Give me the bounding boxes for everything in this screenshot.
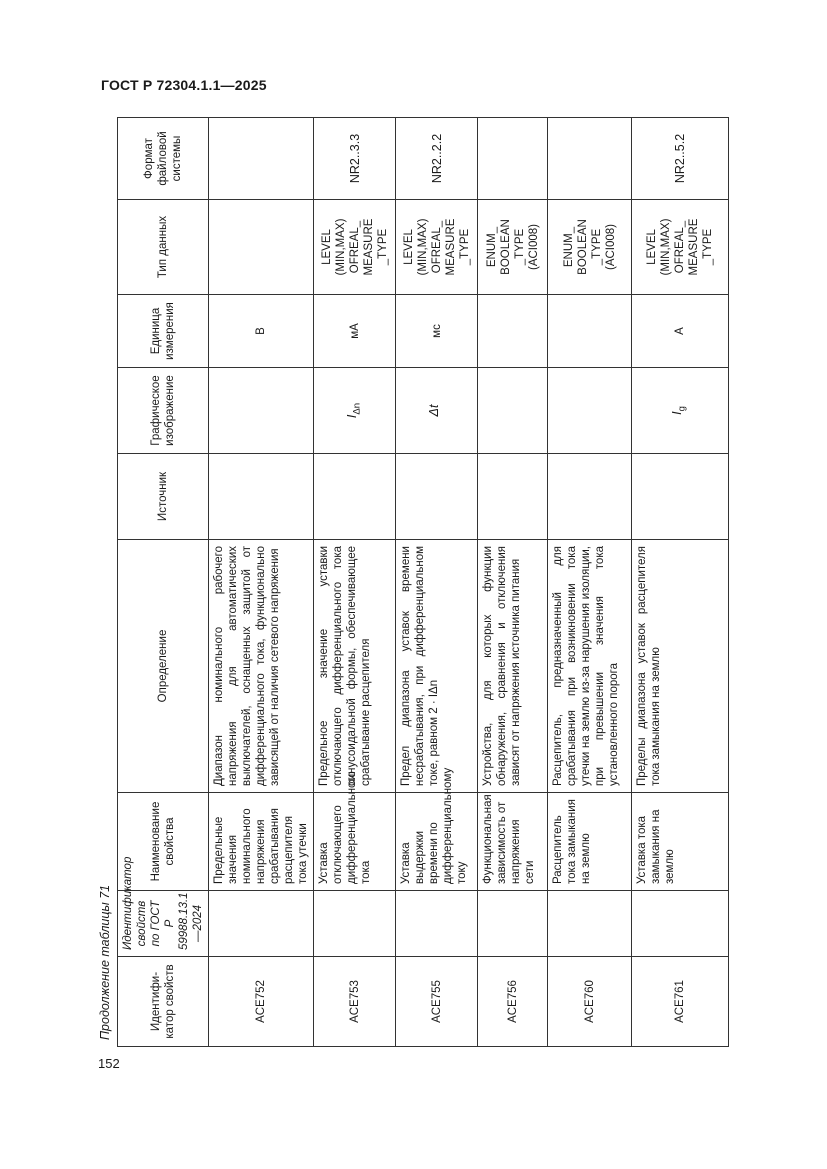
cell-datatype: ENUM_ BOOLEAN _TYPE (ACI008) (548, 200, 632, 295)
graphic-subscript: g (676, 406, 688, 412)
table-header-row (118, 118, 209, 1047)
cell-id: ACE760 (548, 957, 632, 1047)
cell-name: Уставка тока замыкания на землю (632, 793, 729, 891)
cell-datatype: LEVEL (MIN,MAX) OFREAL_ MEASURE _TYPE (632, 200, 729, 295)
cell-name: Расцепитель тока замыкания на землю (548, 793, 632, 891)
graphic-symbol: Δt (426, 404, 441, 417)
header-graphic: Графическое изображение (118, 368, 209, 454)
cell-format: NR2..2.2 (396, 118, 478, 200)
table-row (209, 118, 314, 1047)
cell-id: ACE753 (314, 957, 396, 1047)
properties-table (117, 117, 729, 1047)
cell-source (548, 454, 632, 540)
cell-id: ACE755 (396, 957, 478, 1047)
cell-unit: А (632, 295, 729, 368)
cell-graphic (548, 368, 632, 454)
cell-graphic (209, 368, 314, 454)
header-source: Источник (118, 454, 209, 540)
cell-source (209, 454, 314, 540)
cell-source (314, 454, 396, 540)
cell-source (478, 454, 548, 540)
cell-id: ACE756 (478, 957, 548, 1047)
cell-format (548, 118, 632, 200)
cell-unit: мА (314, 295, 396, 368)
cell-name: Функциональная зависимость от напряжения сети (478, 793, 548, 891)
cell-datatype (209, 200, 314, 295)
cell-definition: Диапазон номинального рабочего напряжения для автоматических выключателей, оснащенных защитой от дифференциального тока, функционально зависящей от наличия сетевого напряжения (209, 540, 314, 793)
cell-graphic (478, 368, 548, 454)
rotated-table-frame (117, 118, 714, 1047)
cell-definition: Предел диапазона уставок времени несрабатывания, при дифференциальном токе, равном 2 · IΔn (396, 540, 478, 793)
graphic-symbol: I (670, 411, 685, 415)
graphic-symbol: I (344, 414, 359, 419)
cell-definition: Устройства, для которых функции обнаружения, сравнения и отключения зависят от напряжения источника питания (478, 540, 548, 793)
cell-datatype: LEVEL (MIN,MAX) OFREAL_ MEASURE _TYPE (396, 200, 478, 295)
cell-name: Уставка выдержки времени по дифференциальному току (396, 793, 478, 891)
header-datatype: Тип данных (118, 200, 209, 295)
table-row (314, 118, 396, 1047)
rotated-table-wrapper (117, 118, 714, 1047)
cell-name: Предельные значения номинального напряжения срабатывания расцепителя тока утечки (209, 793, 314, 891)
cell-unit: В (209, 295, 314, 368)
header-gost-id: Идентификатор свойств по ГОСТ Р 59988.13.1—2024 (118, 891, 209, 957)
header-definition: Определение (118, 540, 209, 793)
header-id: Идентифи-катор свойств (118, 957, 209, 1047)
header-format: Формат файловой системы (118, 118, 209, 200)
cell-gost-id (314, 891, 396, 957)
table-row (478, 118, 548, 1047)
header-name: Наименование свойства (118, 793, 209, 891)
table-caption: Продолжение таблицы 71 (98, 884, 112, 1040)
cell-name: Уставка отключающего дифференциального тока (314, 793, 396, 891)
cell-format: NR2..5.2 (632, 118, 729, 200)
header-unit: Единица измерения (118, 295, 209, 368)
cell-source (396, 454, 478, 540)
table-row (396, 118, 478, 1047)
cell-graphic (632, 368, 729, 454)
cell-unit (478, 295, 548, 368)
cell-gost-id (548, 891, 632, 957)
cell-datatype: ENUM_ BOOLEAN _TYPE (ACI008) (478, 200, 548, 295)
cell-gost-id (632, 891, 729, 957)
cell-datatype: LEVEL (MIN,MAX) OFREAL_ MEASURE _TYPE (314, 200, 396, 295)
page-number: 152 (98, 1056, 120, 1071)
table-row (632, 118, 729, 1047)
cell-graphic (396, 368, 478, 454)
cell-definition: Пределы диапазона уставок расцепителя тока замыкания на землю (632, 540, 729, 793)
cell-definition: Расцепитель, предназначенный для срабатывания при возникновении тока утечки на землю из-за нарушения изоляции, при превышении значения тока установленного порога (548, 540, 632, 793)
graphic-subscript: Δn (351, 402, 363, 415)
cell-format (478, 118, 548, 200)
table-row (548, 118, 632, 1047)
cell-graphic (314, 368, 396, 454)
cell-unit: мс (396, 295, 478, 368)
cell-format: NR2..3.3 (314, 118, 396, 200)
cell-format (209, 118, 314, 200)
cell-gost-id (209, 891, 314, 957)
cell-gost-id (396, 891, 478, 957)
cell-definition: Предельное значение уставки отключающего дифференциального тока синусоидальной формы, обеспечивающее срабатывание расцепителя (314, 540, 396, 793)
cell-unit (548, 295, 632, 368)
cell-id: ACE752 (209, 957, 314, 1047)
cell-id: ACE761 (632, 957, 729, 1047)
document-title: ГОСТ Р 72304.1.1—2025 (101, 77, 267, 93)
cell-gost-id (478, 891, 548, 957)
cell-source (632, 454, 729, 540)
